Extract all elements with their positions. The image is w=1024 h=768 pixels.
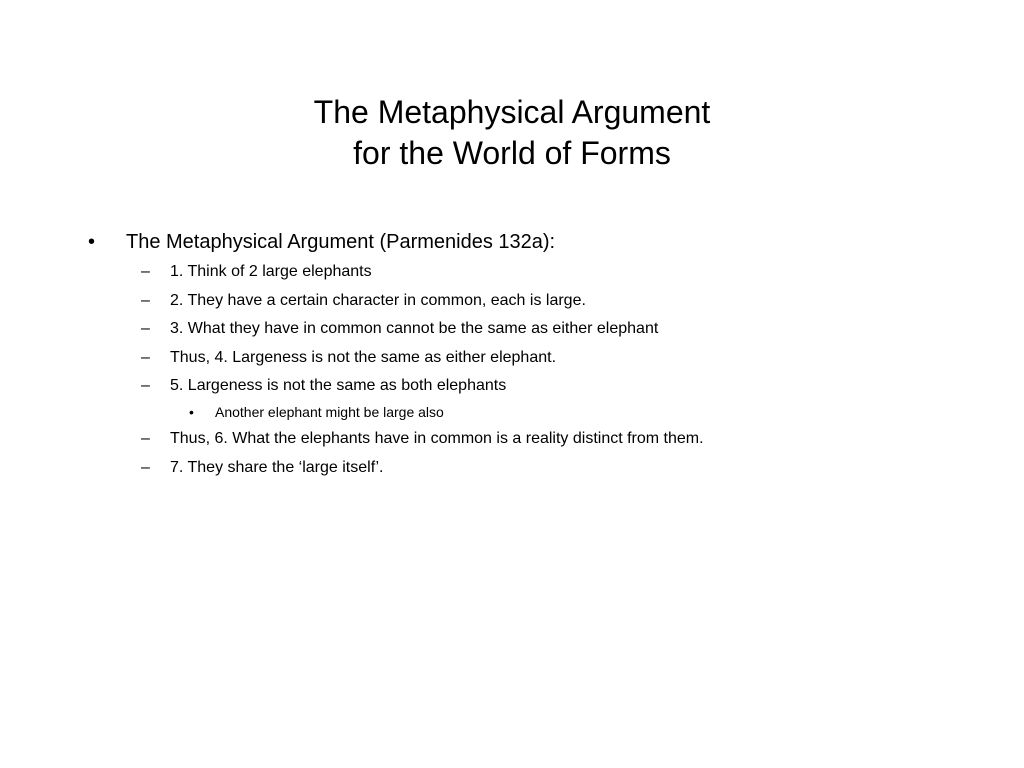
bullet-marker: • [189,404,194,420]
bullet-text: 5. Largeness is not the same as both elephants [170,377,507,394]
bullet-text: 3. What they have in common cannot be the same as either elephant [170,320,659,337]
bullet-marker: • [88,231,96,253]
dash-marker: – [141,430,150,447]
dash-marker: – [141,320,150,337]
bullet-text: Another elephant might be large also [215,404,444,420]
bullet-text: Thus, 4. Largeness is not the same as either elephant. [170,349,557,366]
bullet-text: 7. They share the ‘large itself’. [170,459,384,476]
title-line-2: for the World of Forms [353,135,671,171]
bullet-text: The Metaphysical Argument (Parmenides 132a): [126,231,556,253]
dash-marker: – [141,459,150,476]
dash-marker: – [141,292,150,309]
title-line-1: The Metaphysical Argument [313,94,711,130]
dash-marker: – [141,377,150,394]
bullet-text: 1. Think of 2 large elephants [170,263,372,280]
bullet-text: 2. They have a certain character in common, each is large. [170,292,586,309]
dash-marker: – [141,263,150,280]
bullet-text: Thus, 6. What the elephants have in common is a reality distinct from them. [170,430,704,447]
dash-marker: – [141,349,150,366]
